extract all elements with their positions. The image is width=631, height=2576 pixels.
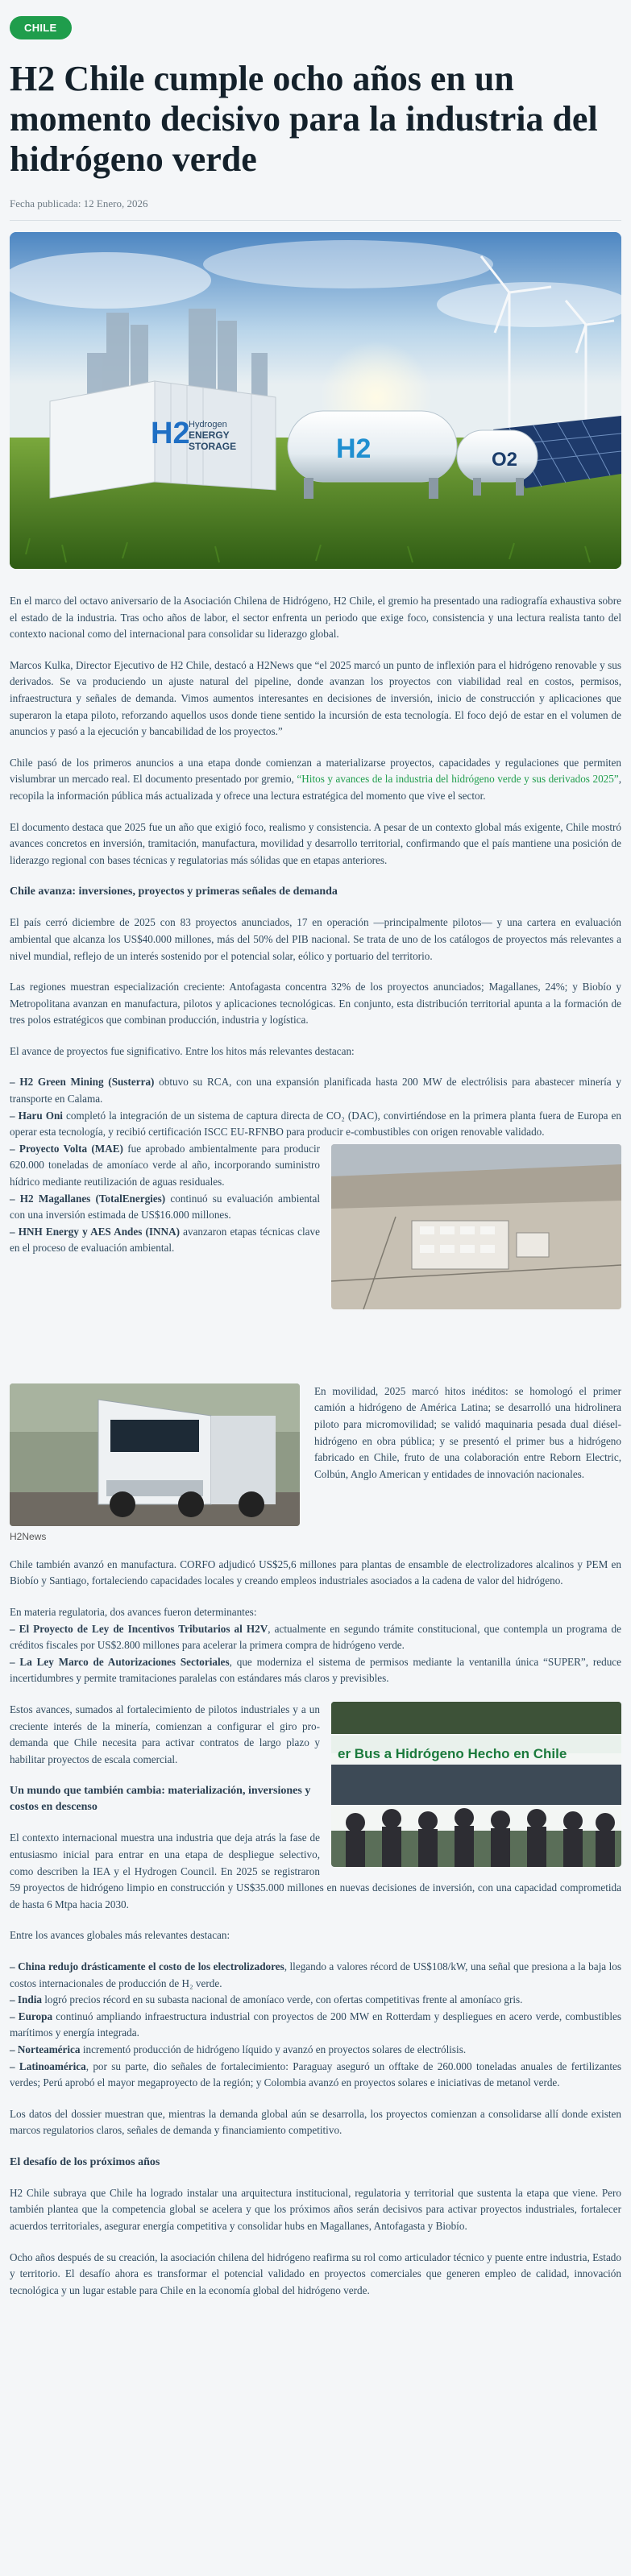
- hito-name: – HNH Energy y AES Andes (INNA): [10, 1225, 180, 1238]
- list-item: [10, 1654, 621, 1687]
- global-text: , por su parte, dio señales de fortalecimiento: Paraguay aseguró un offtake de 260.000 toneladas anuales de fertilizantes verdes; Perú aprobó el mayor megaproyecto de la región; y Colombia avanzó en proyectos solares e iniciativas de metanol verde.: [10, 2060, 621, 2089]
- hydrogen-storage-illustration: [10, 232, 621, 569]
- divider: [10, 220, 621, 221]
- hero-image: [10, 232, 621, 569]
- hito-text: obtuvo su RCA, con una expansión planificada hasta 200 MW de electrólisis para abastecer minería y transporte en Calama.: [10, 1076, 621, 1105]
- list-item: [10, 1621, 621, 1654]
- bus-image: [331, 1702, 621, 1867]
- paragraph-hitos-intro: El avance de proyectos fue significativo. Entre los hitos más relevantes destacan:: [10, 1044, 355, 1057]
- global-text: incrementó producción de hidrógeno líquido y avanzó en proyectos solares de electrólisis.: [80, 2043, 467, 2055]
- regulatory-list: [10, 1621, 621, 1687]
- hitos-list: [10, 1074, 621, 1257]
- tank-left-line2: ENERGY: [189, 429, 230, 441]
- mobility-block: [10, 1383, 621, 1542]
- plant-aerial-image: [331, 1144, 621, 1309]
- section-heading-avanza: Chile avanza: inversiones, proyectos y primeras señales de demanda: [10, 886, 338, 898]
- bus-block: [10, 1702, 621, 1913]
- hito-name: – H2 Magallanes (TotalEnergies): [10, 1192, 166, 1205]
- article-title: H2 Chile cumple ocho años en un momento decisivo para la industria del hidrógeno verde: [10, 59, 598, 179]
- paragraph-challenge: H2 Chile subraya que Chile ha logrado instalar una arquitectura institucional, regulatoria y territorial que sustenta la etapa que viene. Pero también plantea que la competencia global se acelera y que los próximos años serán decisivos para activar proyectos industriales, fortalecer acuerdos territoriales, asegurar energía competitiva y consolidar hubs en Magallanes, Antofagasta y Biobío.: [10, 2186, 621, 2233]
- paragraph-regions: Las regiones muestran especialización creciente: Antofagasta concentra 32% de los proyectos anunciados; Magallanes, 24%; y Biobío y Metropolitana avanzan en manufactura, pilotos y aplicaciones tecnológicas. En conjunto, esta distribución territorial apunta a la formación de tres polos estratégicos que combinan producción, industria y logística.: [10, 981, 621, 1027]
- reg-name: – La Ley Marco de Autorizaciones Sectoriales: [10, 1655, 230, 1668]
- truck-figure: [10, 1383, 300, 1542]
- hydrogen-truck-illustration: [10, 1383, 300, 1526]
- list-item: [10, 1108, 621, 1141]
- paragraph-projects: El país cerró diciembre de 2025 con 83 proyectos anunciados, 17 en operación —principalmente pilotos— y una cartera en evaluación ambiental que alcanza los US$40.000 millones, más del 50% del PIB nacional. Se trata de uno de los catálogos de proyectos más relevantes a nivel mundial, reflejo de un interés sostenido por el potencial solar, eólico y portuario del territorio.: [10, 916, 621, 962]
- hito-text: avanzaron etapas técnicas clave en el proceso de evaluación ambiental.: [10, 1225, 320, 1255]
- tank-mid-label: H2: [336, 433, 372, 464]
- global-name: – Europa: [10, 2010, 53, 2022]
- list-item: [10, 1992, 621, 2009]
- global-name: – China redujo drásticamente el costo de los electrolizadores: [10, 1960, 284, 1972]
- global-text: logró precios récord en su subasta nacional de amoníaco verde, con ofertas competitivas frente al amoníaco gris.: [41, 1993, 523, 2006]
- paragraph-global-context: El contexto internacional muestra una industria que deja atrás la fase de entusiasmo inicial para entrar en una etapa de despliegue selectivo, como describen la IEA y el Hydrogen Council. En 2025 se registraron 59 proyectos de hidrógeno limpio en construcción y US$35.000 millones en nuevas decisiones de inversión, con una capacidad comprometida de hasta 6 Mtpa hacia 2030.: [10, 1831, 621, 1910]
- paragraph-quote: Marcos Kulka, Director Ejecutivo de H2 Chile, destacó a H2News que “el 2025 marcó un punto de inflexión para el hidrógeno renovable y sus derivados. Se va produciendo un ajuste natural del pipeline, donde avanzan los proyectos con viabilidad real en costos, permisos, infraestructura y señales de demanda. Vimos aumentos interesantes en decisiones de inversión, inicio de construcción y aplicaciones que superaron la etapa piloto, reforzando aquellos usos donde tiene sentido la incursión de esta tecnología. El foco dejó de estar en el volumen de anuncios y pasó a la ejecución y bancabilidad de los proyectos.”: [10, 658, 621, 738]
- hito-name: – H2 Green Mining (Susterra): [10, 1076, 155, 1089]
- hito-name: – Haru Oni: [10, 1109, 63, 1122]
- paragraph-global-intro: Entre los avances globales más relevantes destacan:: [10, 1929, 230, 1942]
- global-name: – Latinoamérica: [10, 2060, 86, 2072]
- truck-caption: H2News: [10, 1530, 47, 1542]
- tank-left-brand: H2: [151, 417, 190, 450]
- reg-text: , que moderniza el sistema de permisos mediante la ventanilla única “SUPER”, reduce incertidumbres y permite tramitaciones paralelas con estándares más claros y previsibles.: [10, 1655, 621, 1685]
- paragraph-intro: En el marco del octavo aniversario de la Asociación Chilena de Hidrógeno, H2 Chile, el gremio ha presentado una radiografía exhaustiva sobre el estado de la industria. Tras ocho años de labor, el sector enfrenta un periodo que exige foco, consistencia y una lectura realista tanto del contexto nacional como del internacional para consolidar su liderazgo global.: [10, 595, 621, 641]
- paragraph-2025: El documento destaca que 2025 fue un año que exigió foco, realismo y consistencia. A pesar de un contexto global más exigente, Chile mostró avances concretos en inversión, tramitación, manufactura, movilidad y desarrollo territorial, confirmando que el país mantiene una posición de liderazgo regional con bases técnicas y regulatorias más sólidas que en etapas anteriores.: [10, 820, 621, 866]
- list-item: [10, 2059, 621, 2092]
- global-text: continuó ampliando infraestructura industrial con proyectos de 200 MW en Rotterdam y despliegues en acero verde, combustibles marítimos y energía integrada.: [10, 2010, 621, 2039]
- hito-text: completó la integración de un sistema de captura directa de CO₂ (DAC), convirtiéndose en la primera planta fuera de Europa en operar esta tecnología, y recibió certificación ISCC EU-RFNBO para producir e-combustibles con origen renovable validado.: [10, 1109, 621, 1139]
- paragraph-document: [10, 755, 621, 805]
- hito-name: – Proyecto Volta (MAE): [10, 1142, 123, 1155]
- paragraph-dossier: Los datos del dossier muestran que, mientras la demanda global aún se desarrolla, los proyectos comienzan a consolidarse allí donde existen marcos regulatorios claros, señales de demanda y financiamiento competitivo.: [10, 2107, 621, 2137]
- list-item: [10, 1959, 621, 1992]
- aerial-plant-illustration: [331, 1144, 621, 1309]
- paragraph-mobility: En movilidad, 2025 marcó hitos inéditos: se homologó el primer camión a hidrógeno de América Latina; se desarrolló una hidrolinera piloto para micromovilidad; se validó maquinaria pesada dual diésel-hidrógeno en obra pública; y se presentó el primer bus a hidrógeno fabricado en Chile, fruto de una colaboración entre Reborn Electric, Colbún, Anglo American y entidades de innovación nacionales.: [314, 1384, 621, 1480]
- global-name: – India: [10, 1993, 42, 2006]
- category-badge[interactable]: CHILE: [10, 16, 72, 39]
- global-text: , llegando a valores récord de US$108/kW, una señal que presiona a la baja los costos internacionales de producción de H₂ verde.: [10, 1960, 621, 1989]
- hydrogen-bus-illustration: [331, 1702, 621, 1867]
- paragraph-manufacture: Chile también avanzó en manufactura. CORFO adjudicó US$25,6 millones para plantas de ensamble de electrolizadores alcalinos y PEM en Biobío y Santiago, fortaleciendo capacidades locales y creando empleos industriales asociados a la cadena de valor del hidrógeno.: [10, 1558, 621, 1587]
- paragraph-regulatory-intro: En materia regulatoria, dos avances fueron determinantes:: [10, 1606, 257, 1619]
- bus-banner-text: er Bus a Hidrógeno Hecho en Chile: [338, 1746, 567, 1761]
- list-item: [10, 1074, 621, 1107]
- paragraph-demand: Estos avances, sumados al fortalecimiento de pilotos industriales y a un creciente interés de la minería, comienzan a configurar el giro pro-demanda que Chile necesita para activar contratos de largo plazo y habilitar proyectos de escala comercial.: [10, 1703, 320, 1765]
- publish-date: Fecha publicada: 12 Enero, 2026: [10, 197, 148, 209]
- reg-text: , actualmente en segundo trámite constitucional, que contempla un programa de créditos fiscales por US$2.800 millones para acelerar la primera compra de hidrógeno verde.: [10, 1622, 622, 1652]
- list-item: [10, 2009, 621, 2042]
- tank-left-line1: Hydrogen: [189, 420, 227, 429]
- tank-left-line3: STORAGE: [189, 441, 237, 452]
- paragraph-document-a: Chile pasó de los primeros anuncios a una etapa donde comienzan a materializarse proyectos, capacidades y regulaciones que permiten vislumbrar un mercado real. El documento presentado por gremio,: [10, 756, 621, 786]
- global-name: – Norteamérica: [10, 2043, 81, 2055]
- paragraph-closing: Ocho años después de su creación, la asociación chilena del hidrógeno reafirma su rol como articulador técnico y puente entre industria, Estado y territorio. El desafío ahora es transformar el potencial validado en proyectos comerciales que generen empleo de calidad, innovación tecnológica y un lugar estable para Chile en la economía global del hidrógeno verde.: [10, 2250, 621, 2296]
- section-heading-desafio: El desafío de los próximos años: [10, 2155, 160, 2168]
- section-heading-mundo: Un mundo que también cambia: materialización, inversiones y costos en descenso: [10, 1785, 311, 1814]
- document-link[interactable]: “Hitos y avances de la industria del hidrógeno verde y sus derivados 2025”: [297, 773, 619, 786]
- list-item: [10, 2042, 621, 2059]
- tank-right-label: O2: [492, 449, 518, 471]
- truck-image: [10, 1383, 300, 1526]
- hito-text: fue aprobado ambientalmente para producir 620.000 toneladas de amoníaco verde al año, incorporando suministro hídrico mediante reutilización de aguas residuales.: [10, 1142, 320, 1188]
- hito-text: continuó su evaluación ambiental con una inversión estimada de US$16.000 millones.: [10, 1192, 320, 1222]
- global-list: [10, 1959, 621, 2092]
- reg-name: – El Proyecto de Ley de Incentivos Tributarios al H2V: [10, 1622, 268, 1635]
- paragraph-document-b: , recopila la información pública más actualizada y ofrece una lectura estratégica del momento que vive el sector.: [10, 773, 621, 802]
